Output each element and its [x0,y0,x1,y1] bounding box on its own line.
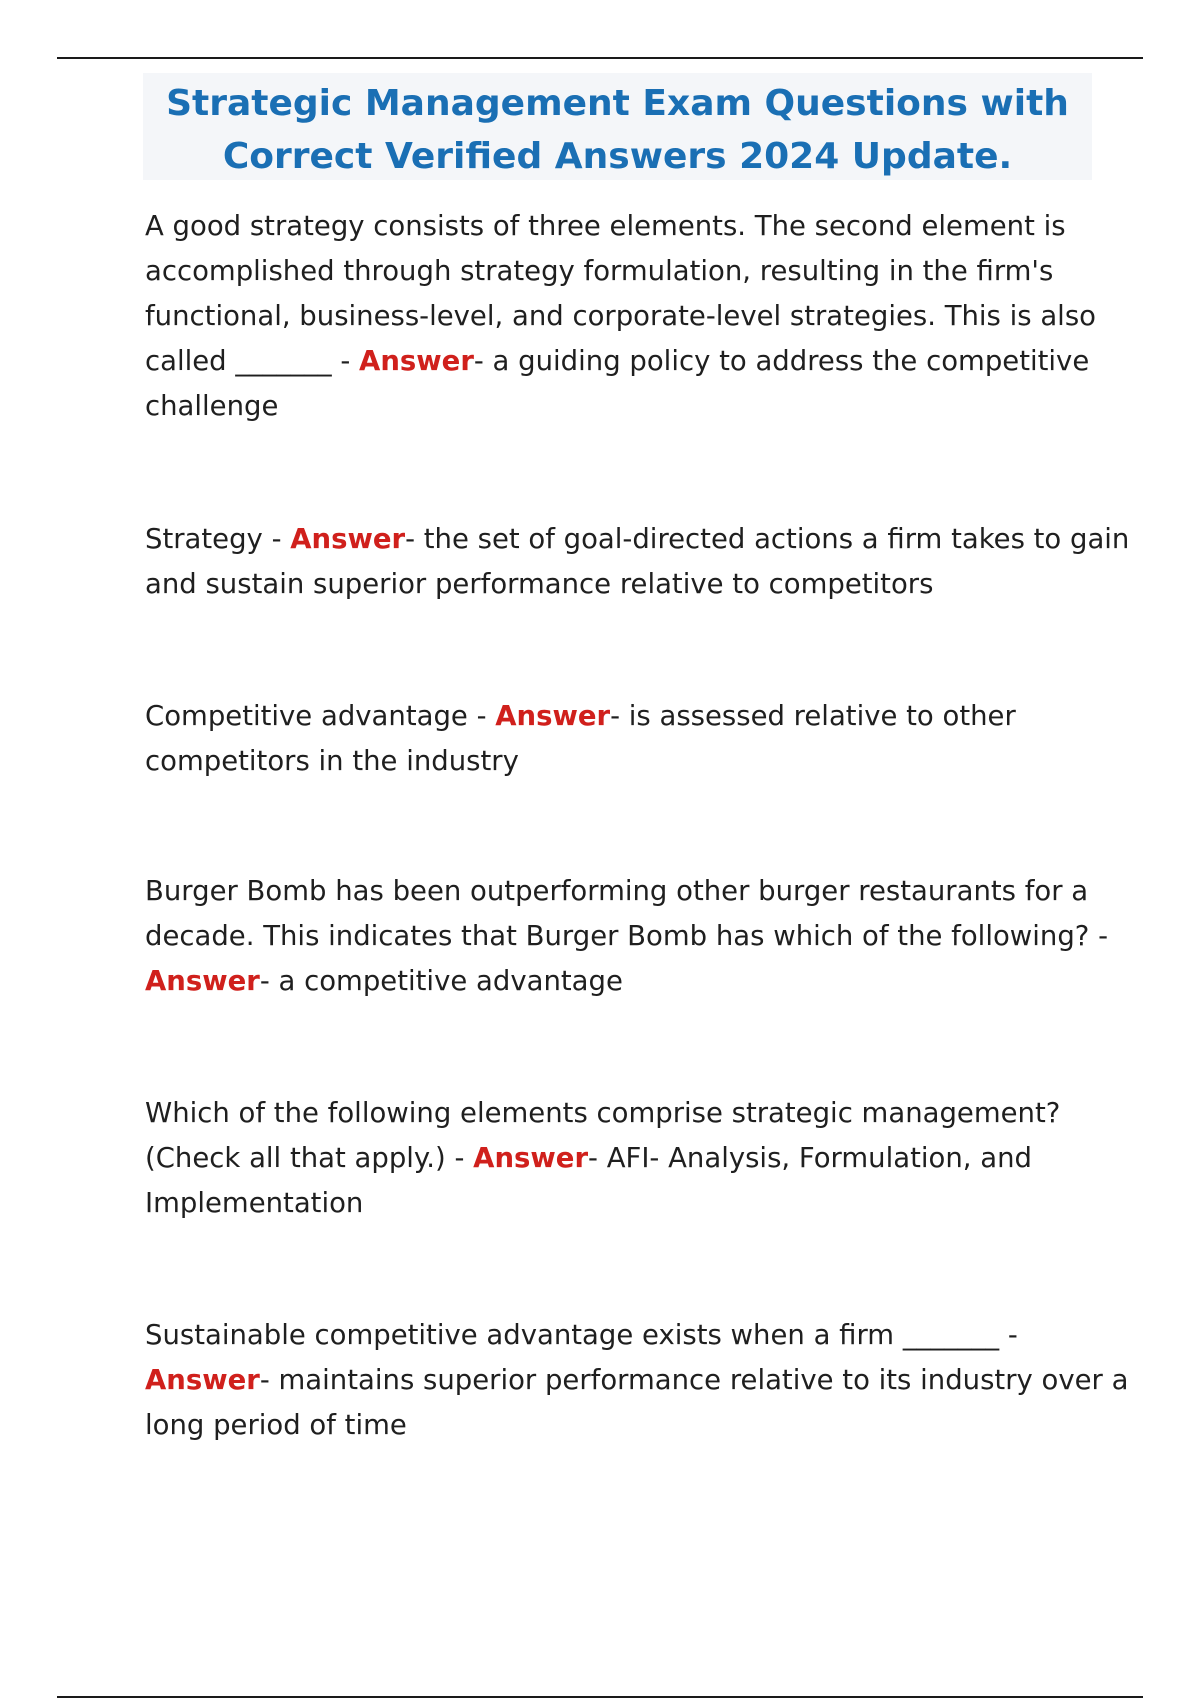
answer-text: - the set of goal-directed actions a firm takes to gain [405,523,1130,555]
answer-text: - a competitive advantage [259,965,623,997]
question-line: functional, business-level, and corporate-level strategies. This is also [145,300,1096,332]
question-answer-line [145,339,1090,384]
question-line: accomplished through strategy formulation, resulting in the firm's [145,255,1054,287]
title-line-2: Correct Verified Answers 2024 Update. [222,136,1013,177]
question-answer-line [145,1136,1085,1181]
answer-text-continued: competitors in the industry [145,745,519,777]
question-lead: Competitive advantage - [145,700,496,732]
qa-item-2 [145,517,1130,607]
question-line: A good strategy consists of three elements. The second element is [145,210,1066,242]
question-lead: called _______ - [145,345,360,377]
answer-text: - maintains superior performance relative to its industry over a [259,1364,1129,1396]
qa-item-5 [145,1091,1085,1226]
question-answer-line [145,694,1085,739]
question-line: Burger Bomb has been outperforming other burger restaurants for a [145,875,1089,907]
question-line: Which of the following elements comprise strategic management? [145,1097,1061,1129]
answer-text-continued: and sustain superior performance relative to competitors [145,568,934,600]
title-line-1: Strategic Management Exam Questions with [166,83,1069,124]
qa-item-4 [145,869,1109,1004]
title-banner [143,73,1092,180]
answer-label: Answer [473,1142,589,1174]
answer-label: Answer [145,1364,260,1396]
answer-text-continued: long period of time [145,1409,407,1441]
answer-label: Answer [359,345,474,377]
answer-text: - is assessed relative to other [610,700,1016,732]
question-line: Sustainable competitive advantage exists when a firm _______ - [145,1319,1018,1351]
bottom-rule [57,1696,1143,1698]
answer-label: Answer [290,523,406,555]
question-lead: (Check all that apply.) - [145,1142,474,1174]
question-lead: Strategy - [145,523,291,555]
answer-text-continued: Implementation [145,1187,364,1219]
qa-item-3 [145,694,1085,784]
answer-label: Answer [145,965,260,997]
question-answer-line [145,959,1085,1004]
answer-text: - a guiding policy to address the competitive [473,345,1090,377]
top-rule [57,57,1143,59]
question-answer-line [145,517,1130,562]
answer-text: - AFI- Analysis, Formulation, and [588,1142,1032,1174]
question-answer-line [145,1358,1129,1403]
question-line: decade. This indicates that Burger Bomb has which of the following? - [145,920,1109,952]
qa-item-6 [145,1313,1129,1448]
answer-text-continued: challenge [145,390,279,422]
answer-label: Answer [495,700,611,732]
qa-item-1 [145,204,1096,429]
